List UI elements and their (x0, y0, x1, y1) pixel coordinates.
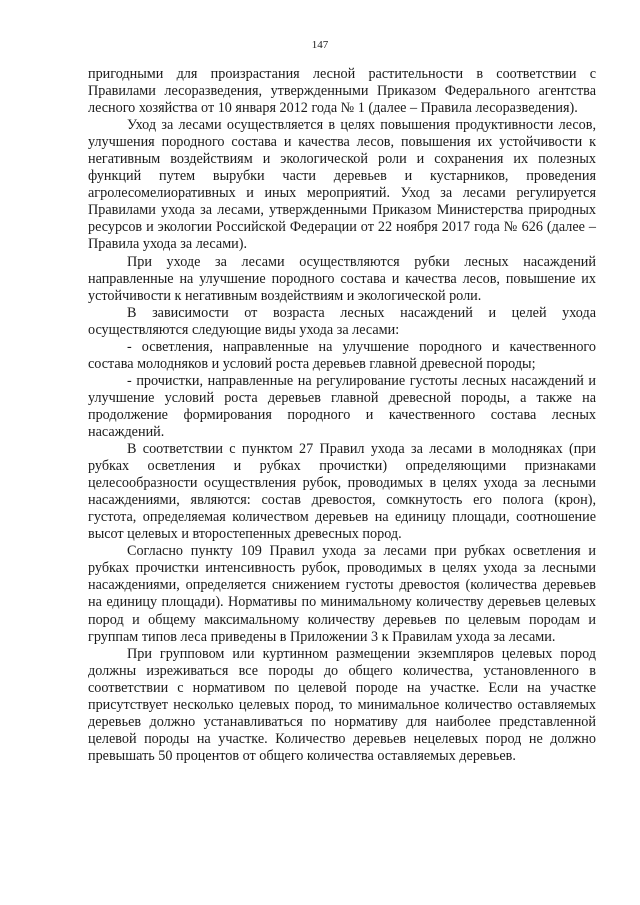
page-number: 147 (311, 39, 329, 51)
paragraph-care-types-intro: В зависимости от возраста лесных насаждений и целей ухода осуществляются следующие виды ухода за лесами: (88, 304, 596, 338)
document-body (88, 66, 596, 765)
paragraph-rule-109: Согласно пункту 109 Правил ухода за лесами при рубках осветления и рубках прочистки интенсивность рубок, проводимых в целях ухода за лесными насаждениями, определяется снижением густоты древостоя (количества деревьев на единицу площади). Нормативы по минимальному количеству деревьев целевых пород и общему максимальному количеству деревьев по целевым породам и группам типов леса приведены в Приложении 3 к Правилам ухода за лесами. (88, 543, 596, 645)
paragraph-continuation: пригодными для произрастания лесной растительности в соответствии с Правилами лесоразведения, утвержденными Приказом Федерального агентства лесного хозяйства от 10 января 2012 года № 1 (далее – Правила лесоразведения). (88, 66, 596, 117)
paragraph-forest-care-purpose: Уход за лесами осуществляется в целях повышения продуктивности лесов, улучшения породного состава и качества лесов, повышения их устойчивости к негативным воздействиям и экологической роли и сохранения их полезных функций путем вырубки части деревьев и кустарников, проведения агролесомелиоративных и иных мероприятий. Уход за лесами регулируется Правилами ухода за лесами, утвержденными Приказом Министерства природных ресурсов и экологии Российской Федерации от 22 ноября 2017 года № 626 (далее – Правила ухода за лесами). (88, 117, 596, 253)
list-item-thinning: - прочистки, направленные на регулирование густоты лесных насаждений и улучшение условий роста деревьев главной древесной породы, а также на продолжение формирования породного и качественного состава лесных насаждений. (88, 372, 596, 440)
paragraph-group-placement: При групповом или куртинном размещении экземпляров целевых пород должны изреживаться все породы до общего количества, установленного в соответствии с нормативом по целевой породе на участке. Если на участке присутствует несколько целевых пород, то минимальное количество оставляемых деревьев должно устанавливаться по нормативу для наиболее представленной целевой породы на участке. Количество деревьев нецелевых пород не должно превышать 50 процентов от общего количества оставляемых деревьев. (88, 645, 596, 764)
paragraph-rule-27: В соответствии с пунктом 27 Правил ухода за лесами в молодняках (при рубках осветления и рубках прочистки) определяющими признаками целесообразности осуществления рубок, проводимых в целях ухода за лесными насаждениями, являются: состав древостоя, сомкнутость его полога (крон), густота, определяемая количеством деревьев на единицу площади, соотношение высот целевых и второстепенных древесных пород. (88, 441, 596, 543)
paragraph-thinning-cuts: При уходе за лесами осуществляются рубки лесных насаждений направленные на улучшение породного состава и качества лесов, повышение их устойчивости к негативным воздействиям и экологической роли. (88, 253, 596, 304)
list-item-cleaning: - осветления, направленные на улучшение породного и качественного состава молодняков и условий роста деревьев главной древесной породы; (88, 338, 596, 372)
